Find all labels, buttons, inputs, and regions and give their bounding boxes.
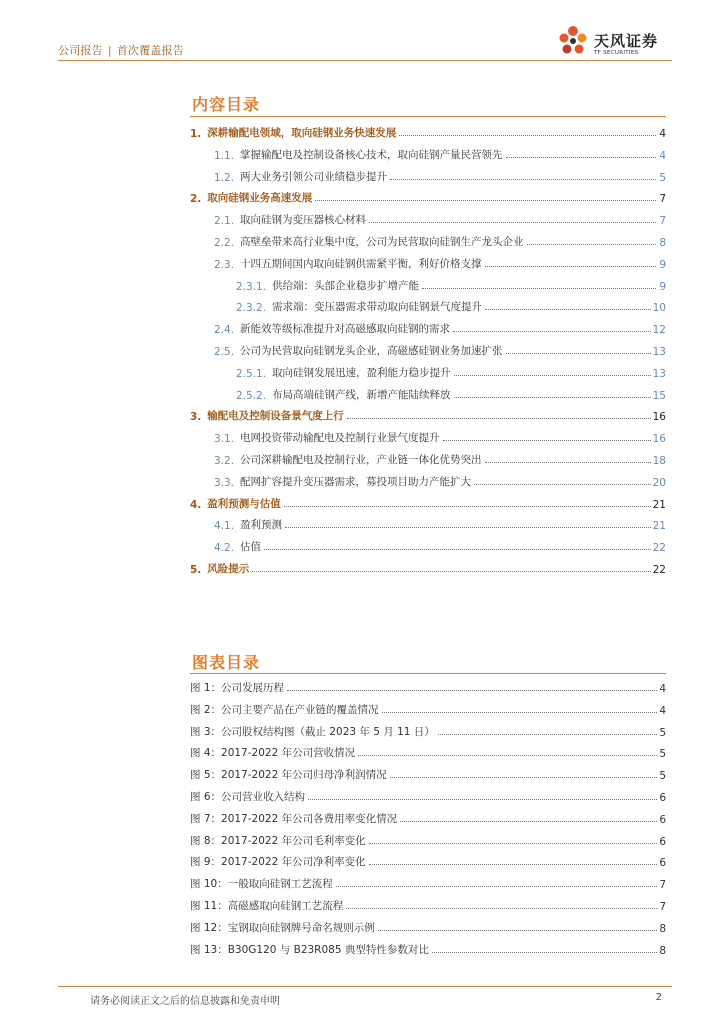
footer-rule xyxy=(58,986,672,987)
dot-leader xyxy=(390,179,656,180)
figure-entry[interactable] xyxy=(190,719,666,739)
figures-list xyxy=(190,675,666,965)
toc-entry-page: 20 xyxy=(652,476,666,489)
figure-entry-title: 图 5：2017-2022 年公司归母净利润情况 xyxy=(190,769,387,782)
figure-entry[interactable] xyxy=(190,697,666,717)
toc-entry-page: 16 xyxy=(652,433,666,446)
logo-en-text: TF SECURITIES xyxy=(594,50,639,56)
toc-entry-number: 2.5. xyxy=(214,346,235,358)
toc-entry-title: 供给端：头部企业稳步扩增产能 xyxy=(272,279,420,292)
toc-entry-title: 风险提示 xyxy=(207,563,250,575)
toc-entry-number: 2.1. xyxy=(214,215,235,228)
figure-entry-title: 图 6：公司营业收入结构 xyxy=(190,791,306,803)
dot-leader xyxy=(485,266,656,267)
toc-entry[interactable] xyxy=(190,207,666,227)
figure-entry[interactable] xyxy=(190,675,666,695)
toc-entry[interactable] xyxy=(190,382,666,402)
dot-leader xyxy=(308,799,657,800)
toc-entry-number: 3.1. xyxy=(214,433,235,446)
figure-entry[interactable] xyxy=(190,849,666,869)
toc-entry[interactable] xyxy=(190,316,666,336)
toc-entry-title: 配网扩容提升变压器需求，募投项目助力产能扩大 xyxy=(240,475,472,488)
toc-entry[interactable] xyxy=(190,425,666,445)
dot-leader xyxy=(369,843,658,844)
toc-entry-page: 9 xyxy=(659,258,666,271)
toc-title: 内容目录 xyxy=(192,95,261,114)
toc-entry-title: 公司深耕输配电及控制行业，产业链一体化优势突出 xyxy=(240,454,482,466)
toc-entry-page: 16 xyxy=(652,411,666,424)
toc-entry[interactable] xyxy=(190,164,666,184)
toc-entry-title: 取向硅钢为变压器核心材料 xyxy=(240,214,367,227)
toc-entry-number: 5. xyxy=(190,564,202,576)
toc-entry-page: 4 xyxy=(659,149,666,162)
dot-leader xyxy=(474,484,651,485)
toc-entry-page: 22 xyxy=(652,542,666,555)
toc-entry[interactable] xyxy=(190,360,666,380)
dot-leader xyxy=(346,908,657,909)
toc-entry-page: 8 xyxy=(659,237,666,249)
toc-entry-page: 22 xyxy=(652,564,666,576)
toc-entry[interactable] xyxy=(190,512,666,532)
figure-entry[interactable] xyxy=(190,740,666,760)
toc-entry-number: 2.5.2. xyxy=(236,389,267,402)
dot-leader xyxy=(422,288,656,289)
toc-entry[interactable] xyxy=(190,469,666,489)
toc-entry-number: 2.4. xyxy=(214,324,235,337)
dot-leader xyxy=(506,353,651,354)
figure-entry-title: 图 13：B30G120 与 B23R085 典型特性参数对比 xyxy=(190,943,429,956)
dot-leader xyxy=(506,157,656,158)
footer-disclaimer: 请务必阅读正文之后的信息披露和免责申明 xyxy=(90,996,280,1007)
figure-entry-page: 7 xyxy=(659,901,666,913)
toc-entry[interactable] xyxy=(190,491,666,511)
toc-entry[interactable] xyxy=(190,120,666,140)
toc-entry[interactable] xyxy=(190,273,666,293)
toc-entry-title: 盈利预测与估值 xyxy=(207,497,281,510)
figure-entry-title: 图 11：高磁感取向硅钢工艺流程 xyxy=(190,900,344,912)
figure-entry-title: 图 9：2017-2022 年公司净利率变化 xyxy=(190,856,366,869)
figure-entry-page: 6 xyxy=(659,813,666,826)
toc-entry-number: 3. xyxy=(190,411,202,424)
figures-title-rule xyxy=(190,673,666,674)
toc-entry-page: 7 xyxy=(659,215,666,228)
toc-entry-page: 10 xyxy=(652,302,666,315)
toc-entry-title: 十四五期间国内取向硅钢供需紧平衡，利好价格支撑 xyxy=(240,257,482,270)
dot-leader xyxy=(284,506,651,507)
toc-entry-number: 3.3. xyxy=(214,476,235,489)
dot-leader xyxy=(453,331,651,332)
toc-entry-number: 2. xyxy=(190,193,202,206)
toc-entry[interactable] xyxy=(190,447,666,467)
toc-entry-title: 估值 xyxy=(240,541,262,554)
dot-leader xyxy=(264,549,651,550)
toc-entry-number: 2.3.1. xyxy=(236,280,267,293)
toc-entry[interactable] xyxy=(190,338,666,358)
figure-entry[interactable] xyxy=(190,915,666,935)
figure-entry-page: 8 xyxy=(659,922,666,935)
figure-entry-page: 8 xyxy=(659,944,666,957)
toc-entry-page: 5 xyxy=(659,171,666,184)
dot-leader xyxy=(382,712,658,713)
toc-entry-number: 2.2. xyxy=(214,237,235,249)
figure-entry[interactable] xyxy=(190,806,666,826)
dot-leader xyxy=(400,821,657,822)
figure-entry-title: 图 10：一般取向硅钢工艺流程 xyxy=(190,878,333,891)
dot-leader xyxy=(485,462,651,463)
dot-leader xyxy=(378,930,658,931)
toc-entry-title: 盈利预测 xyxy=(240,519,283,532)
toc-entry[interactable] xyxy=(190,294,666,314)
report-category xyxy=(58,42,184,58)
toc-entry-title: 布局高端硅钢产线，新增产能陆续释放 xyxy=(272,388,451,401)
table-of-contents xyxy=(190,120,666,580)
figure-entry-page: 6 xyxy=(659,857,666,870)
logo-cn-text: 天风证券 xyxy=(594,32,659,50)
figure-entry-title: 图 7：2017-2022 年公司各费用率变化情况 xyxy=(190,812,398,825)
toc-entry-title: 高壁垒带来高行业集中度，公司为民营取向硅钢生产龙头企业 xyxy=(240,236,524,248)
dot-leader xyxy=(485,309,651,310)
toc-entry-page: 21 xyxy=(652,498,666,511)
figure-entry-page: 7 xyxy=(659,879,666,892)
dot-leader xyxy=(358,755,657,756)
figure-entry[interactable] xyxy=(190,828,666,848)
dot-leader xyxy=(527,244,656,245)
toc-entry-title: 取向硅钢发展迅速，盈利能力稳步提升 xyxy=(272,366,451,379)
toc-entry-title: 电网投资带动输配电及控制行业景气度提升 xyxy=(240,432,440,445)
toc-entry[interactable] xyxy=(190,185,666,205)
toc-entry-number: 4.1. xyxy=(214,520,235,533)
toc-entry-number: 1. xyxy=(190,128,202,140)
dot-leader xyxy=(432,952,657,953)
toc-entry-number: 2.3. xyxy=(214,258,235,271)
toc-title-rule xyxy=(190,116,666,117)
toc-entry-title: 公司为民营取向硅钢龙头企业，高磁感硅钢业务加速扩张 xyxy=(240,345,503,357)
company-logo xyxy=(554,22,672,62)
toc-entry-page: 7 xyxy=(659,193,666,206)
dot-leader xyxy=(369,864,658,865)
dot-leader xyxy=(252,571,650,572)
logo-flower-icon xyxy=(554,22,592,60)
toc-entry-title: 两大业务引领公司业绩稳步提升 xyxy=(240,170,388,183)
dot-leader xyxy=(315,200,656,201)
toc-entry-number: 1.1. xyxy=(214,149,235,162)
figure-entry-page: 6 xyxy=(659,835,666,848)
toc-entry-page: 15 xyxy=(652,389,666,402)
figure-entry-title: 图 4：2017-2022 年公司营收情况 xyxy=(190,747,356,760)
toc-entry-number: 2.3.2. xyxy=(236,302,267,315)
toc-entry[interactable] xyxy=(190,229,666,249)
figure-entry[interactable] xyxy=(190,871,666,891)
toc-entry-title: 深耕输配电领域，取向硅钢业务快速发展 xyxy=(207,127,397,139)
figure-entry[interactable] xyxy=(190,937,666,957)
figure-entry-page: 6 xyxy=(659,792,666,804)
figure-entry-title: 图 8：2017-2022 年公司毛利率变化 xyxy=(190,834,366,847)
dot-leader xyxy=(287,690,657,691)
toc-entry-page: 21 xyxy=(652,520,666,533)
dot-leader xyxy=(443,440,651,441)
toc-entry-page: 18 xyxy=(652,455,666,467)
figure-entry-page: 5 xyxy=(659,748,666,761)
figure-entry-page: 4 xyxy=(659,683,666,695)
toc-entry[interactable] xyxy=(190,534,666,554)
toc-entry[interactable] xyxy=(190,403,666,423)
toc-entry-page: 9 xyxy=(659,280,666,293)
figure-entry-page: 4 xyxy=(659,704,666,717)
toc-entry-page: 13 xyxy=(652,346,666,358)
figure-entry-page: 5 xyxy=(659,726,666,739)
subcategory-label: 首次覆盖报告 xyxy=(116,44,184,57)
dot-leader xyxy=(285,527,651,528)
dot-leader xyxy=(336,886,658,887)
toc-entry-page: 12 xyxy=(652,324,666,337)
toc-entry-page: 13 xyxy=(652,367,666,380)
toc-entry[interactable] xyxy=(190,251,666,271)
figure-entry-title: 图 3：公司股权结构图（截止 2023 年 5 月 11 日） xyxy=(190,725,435,738)
header-rule xyxy=(58,60,672,61)
figure-entry[interactable] xyxy=(190,784,666,804)
page-number: 2 xyxy=(655,992,662,1003)
category-label: 公司报告 xyxy=(58,44,103,57)
toc-entry-title: 取向硅钢业务高速发展 xyxy=(207,192,313,205)
toc-entry-title: 输配电及控制设备景气度上行 xyxy=(207,410,344,423)
toc-entry-page: 4 xyxy=(659,128,666,140)
toc-entry-title: 需求端：变压器需求带动取向硅钢景气度提升 xyxy=(272,301,483,314)
toc-entry[interactable] xyxy=(190,556,666,576)
toc-entry-title: 掌握输配电及控制设备核心技术，取向硅钢产量民营领先 xyxy=(240,148,503,161)
toc-entry-number: 3.2. xyxy=(214,455,235,467)
header-separator: | xyxy=(107,44,112,57)
dot-leader xyxy=(369,222,656,223)
dot-leader xyxy=(399,135,656,136)
toc-entry[interactable] xyxy=(190,142,666,162)
figure-entry-page: 5 xyxy=(659,770,666,783)
dot-leader xyxy=(347,418,651,419)
figures-title: 图表目录 xyxy=(192,653,261,672)
figure-entry-title: 图 12：宝钢取向硅钢牌号命名规则示例 xyxy=(190,921,375,934)
figure-entry[interactable] xyxy=(190,893,666,913)
toc-entry-number: 2.5.1. xyxy=(236,367,267,380)
figure-entry-title: 图 2：公司主要产品在产业链的覆盖情况 xyxy=(190,703,379,716)
toc-entry-title: 新能效等级标准提升对高磁感取向硅钢的需求 xyxy=(240,323,451,336)
toc-entry-number: 4.2. xyxy=(214,542,235,555)
figure-entry[interactable] xyxy=(190,762,666,782)
toc-entry-number: 1.2. xyxy=(214,171,235,184)
dot-leader xyxy=(454,375,651,376)
toc-entry-number: 4. xyxy=(190,498,202,511)
dot-leader xyxy=(438,734,658,735)
figure-entry-title: 图 1：公司发展历程 xyxy=(190,682,285,694)
dot-leader xyxy=(454,397,651,398)
dot-leader xyxy=(390,777,658,778)
